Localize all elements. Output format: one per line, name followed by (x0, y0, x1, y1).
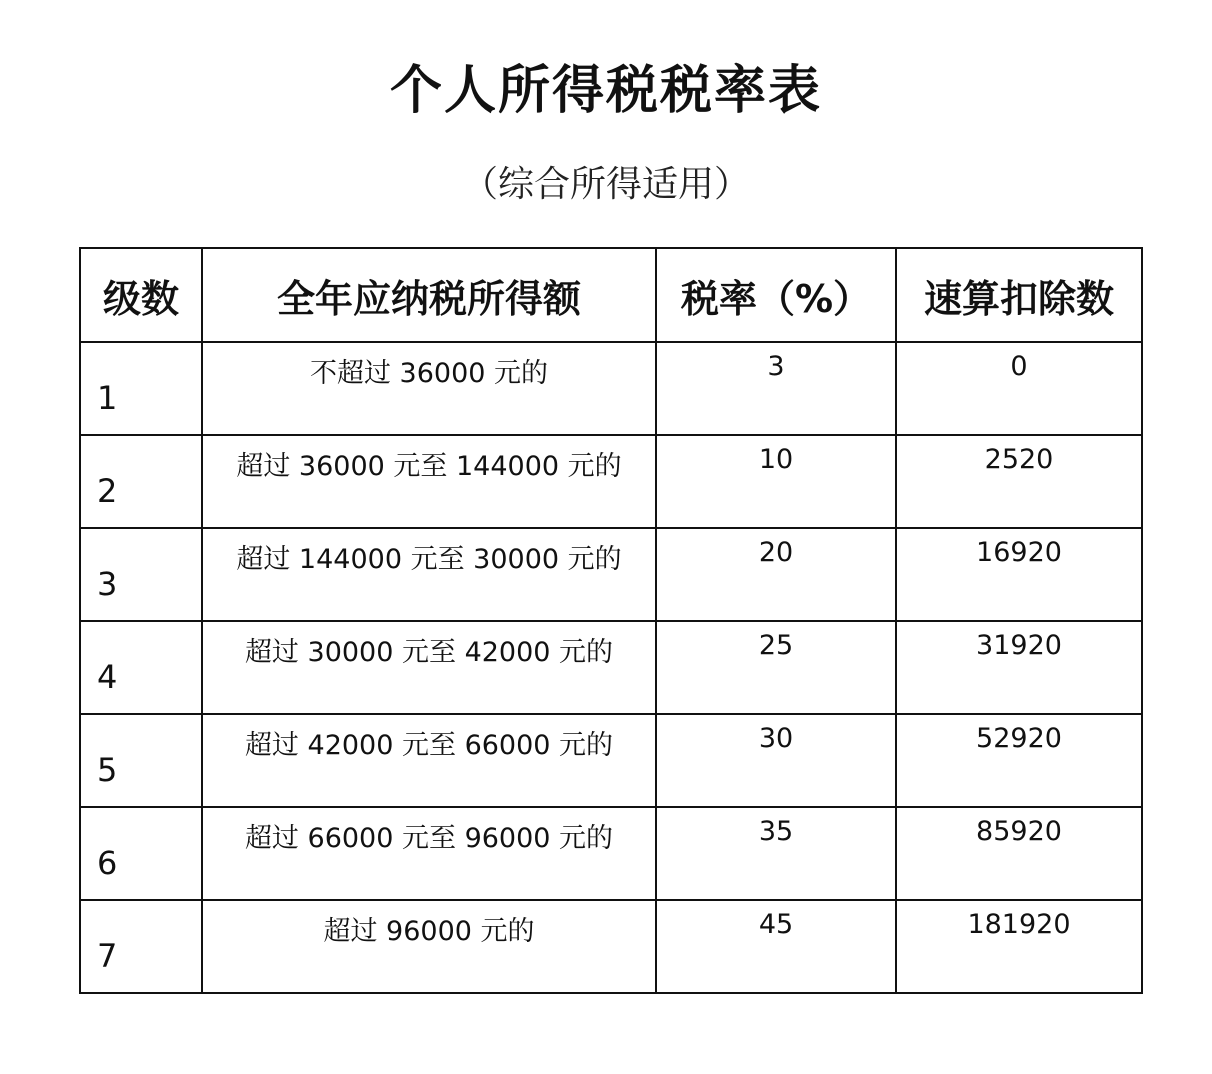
level-cell: 4 (80, 621, 202, 714)
header-level: 级数 (80, 248, 202, 342)
tax-rate-cell: 3 (656, 342, 896, 435)
table-header-row (80, 248, 1142, 342)
taxable-income-cell: 超过 30000 元至 42000 元的 (202, 621, 656, 714)
page-title: 个人所得税税率表 (389, 61, 822, 121)
taxable-income-cell: 超过 144000 元至 30000 元的 (202, 528, 656, 621)
tax-rate-cell: 10 (656, 435, 896, 528)
level-cell: 5 (80, 714, 202, 807)
level-cell: 2 (80, 435, 202, 528)
page-subtitle: （综合所得适用） (461, 164, 750, 205)
taxable-income-cell: 超过 36000 元至 144000 元的 (202, 435, 656, 528)
level-cell: 6 (80, 807, 202, 900)
tax-rate-cell: 25 (656, 621, 896, 714)
quick-deduction-cell: 85920 (896, 807, 1142, 900)
level-cell: 3 (80, 528, 202, 621)
taxable-income-cell: 超过 96000 元的 (202, 900, 656, 993)
header-taxable-income: 全年应纳税所得额 (202, 248, 656, 342)
tax-rate-cell: 20 (656, 528, 896, 621)
table-row (80, 807, 1142, 900)
quick-deduction-cell: 16920 (896, 528, 1142, 621)
quick-deduction-cell: 52920 (896, 714, 1142, 807)
level-cell: 1 (80, 342, 202, 435)
quick-deduction-cell: 31920 (896, 621, 1142, 714)
quick-deduction-cell: 2520 (896, 435, 1142, 528)
header-tax-rate: 税率（%） (656, 248, 896, 342)
tax-rate-cell: 45 (656, 900, 896, 993)
table-row (80, 621, 1142, 714)
tax-rate-cell: 35 (656, 807, 896, 900)
table-row (80, 714, 1142, 807)
header-quick-deduction: 速算扣除数 (896, 248, 1142, 342)
quick-deduction-cell: 181920 (896, 900, 1142, 993)
tax-rate-cell: 30 (656, 714, 896, 807)
table-row (80, 900, 1142, 993)
quick-deduction-cell: 0 (896, 342, 1142, 435)
taxable-income-cell: 超过 66000 元至 96000 元的 (202, 807, 656, 900)
table-row (80, 435, 1142, 528)
taxable-income-cell: 超过 42000 元至 66000 元的 (202, 714, 656, 807)
taxable-income-cell: 不超过 36000 元的 (202, 342, 656, 435)
table-row (80, 342, 1142, 435)
level-cell: 7 (80, 900, 202, 993)
table-row (80, 528, 1142, 621)
tax-rate-table (79, 247, 1143, 994)
